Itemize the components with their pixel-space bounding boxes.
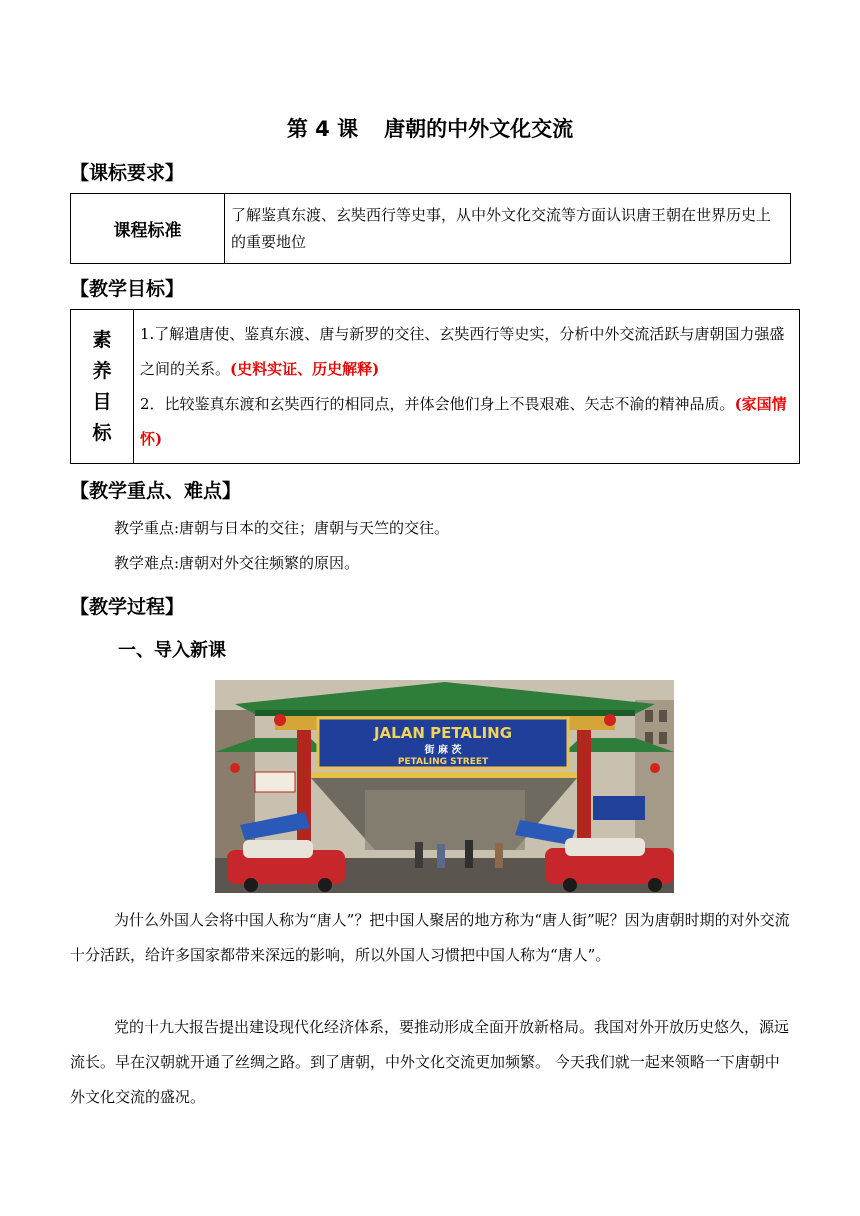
- section-heading-process: 【教学过程】: [70, 596, 185, 618]
- goal-item-2-text: 2．比较鉴真东渡和玄奘西行的相同点，并体会他们身上不畏艰难、矢志不渝的精神品质。: [140, 394, 735, 413]
- section-heading-keypoints: 【教学重点、难点】: [70, 480, 242, 502]
- sign-top-text: JALAN PETALING: [373, 724, 513, 742]
- section-heading-goals: 【教学目标】: [70, 278, 185, 300]
- goal-item-1-text: 1.了解遣唐使、鉴真东渡、唐与新罗的交往、玄奘西行等史实，分析中外交流活跃与唐朝国力强盛之间的关系。: [140, 324, 785, 378]
- difficulty-text: 教学难点:唐朝对外交往频繁的原因。: [114, 554, 360, 572]
- goals-content: [134, 310, 800, 464]
- chinatown-photo: [215, 680, 674, 893]
- section-heading-standards: 【课标要求】: [70, 162, 185, 184]
- goal-item-1-tag: (史料实证、历史解释): [230, 359, 380, 378]
- lesson-number: 第 4 课: [286, 117, 359, 141]
- goals-label-char: 养: [92, 359, 112, 382]
- sign-middle-text: 街 麻 茨: [424, 745, 462, 756]
- subheading-intro: 一、导入新课: [118, 640, 226, 661]
- goal-item-1: [140, 317, 793, 387]
- lesson-name: 唐朝的中外文化交流: [384, 117, 574, 141]
- goal-item-2-tag: (家国情怀): [140, 394, 787, 448]
- goal-item-2: [140, 387, 793, 457]
- page-title: [0, 113, 860, 143]
- standards-content: 了解鉴真东渡、玄奘西行等史事，从中外文化交流等方面认识唐王朝在世界历史上的重要地位: [225, 194, 791, 264]
- standards-label: 课程标准: [71, 194, 225, 264]
- goals-label-char: 标: [92, 421, 112, 444]
- intro-paragraph-1: 为什么外国人会将中国人称为“唐人”？把中国人聚居的地方称为“唐人街”呢？因为唐朝时期的对外交流十分活跃，给许多国家都带来深远的影响，所以外国人习惯把中国人称为“唐人”。: [70, 911, 790, 964]
- goals-label-char: 目: [92, 390, 112, 413]
- standards-table: [70, 193, 791, 264]
- intro-paragraph-2: 党的十九大报告提出建设现代化经济体系，要推动形成全面开放新格局。我国对外开放历史悠久，源远流长。早在汉朝就开通了丝绸之路。到了唐朝，中外文化交流更加频繁。 今天我们就一起来领略一下唐朝中外文化交流的盛况。: [70, 1018, 790, 1106]
- goals-table: [70, 309, 800, 464]
- sign-bottom-text: PETALING STREET: [397, 757, 489, 767]
- goals-label: [71, 310, 134, 464]
- goals-label-char: 素: [92, 328, 112, 351]
- key-point-text: 教学重点:唐朝与日本的交往；唐朝与天竺的交往。: [114, 519, 450, 537]
